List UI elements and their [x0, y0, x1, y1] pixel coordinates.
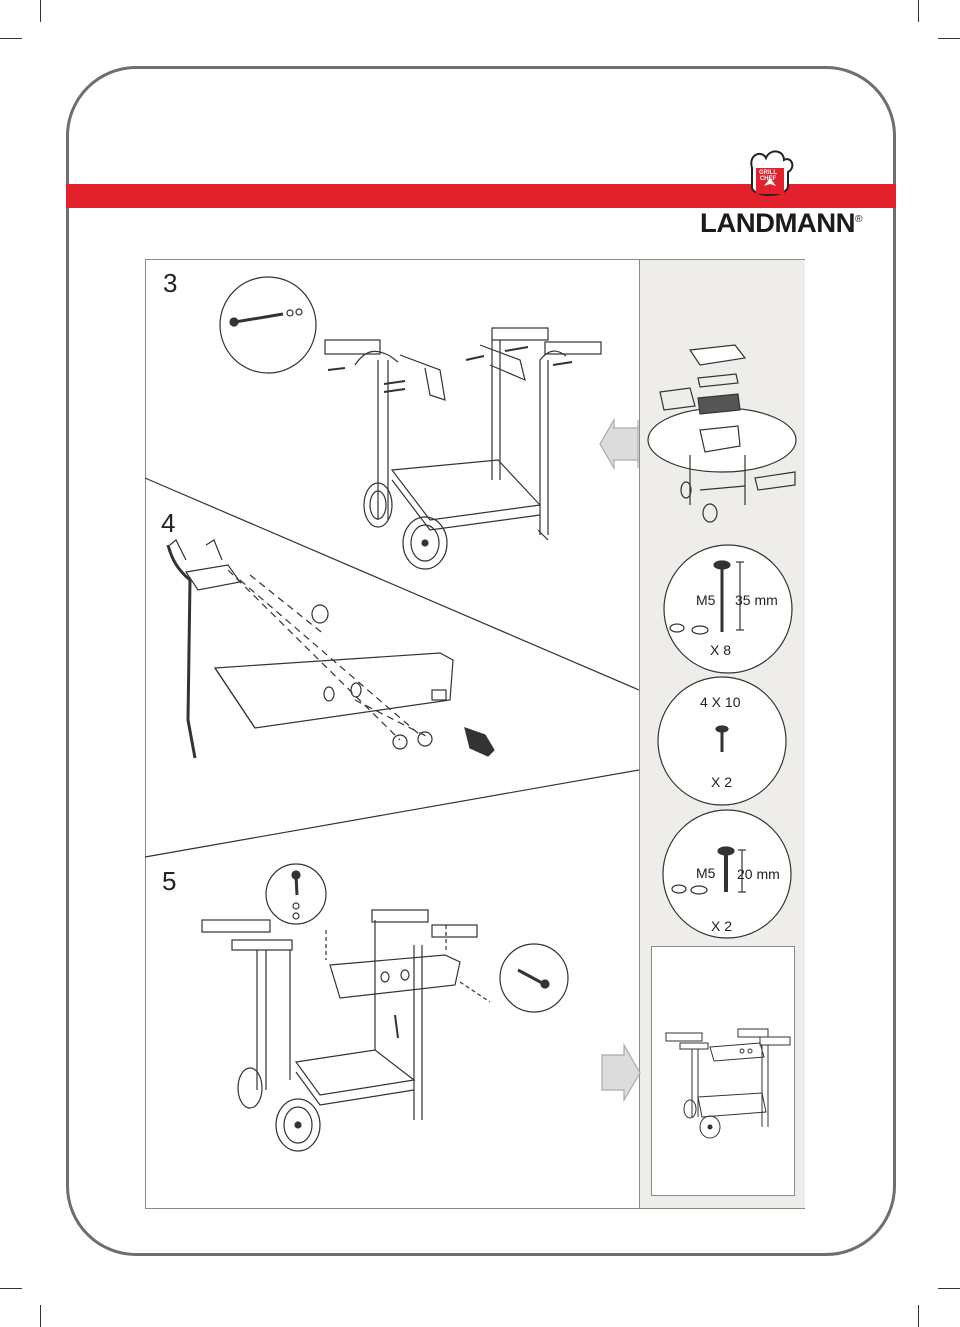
step-number-5: 5	[162, 866, 177, 896]
screw-size: 4 X 10	[700, 694, 741, 710]
badge-text: GRILL CHEF	[759, 170, 777, 182]
step-divider	[145, 770, 639, 857]
assembled-cart-icon	[652, 947, 796, 1197]
bolt-b-length: 20 mm	[737, 866, 780, 882]
step-number-3: 3	[163, 268, 178, 298]
screw-quantity: X 2	[711, 774, 733, 790]
bolt-a-thread: M5	[696, 592, 716, 608]
bolt-a-quantity: X 8	[710, 642, 732, 658]
assembled-preview	[651, 946, 795, 1196]
step-number-4: 4	[161, 508, 176, 538]
bolt-b-quantity: X 2	[711, 918, 733, 934]
bolt-b-thread: M5	[696, 865, 716, 881]
bolt-a-length: 35 mm	[735, 592, 778, 608]
brand-wordmark: LANDMANN®	[700, 208, 863, 238]
